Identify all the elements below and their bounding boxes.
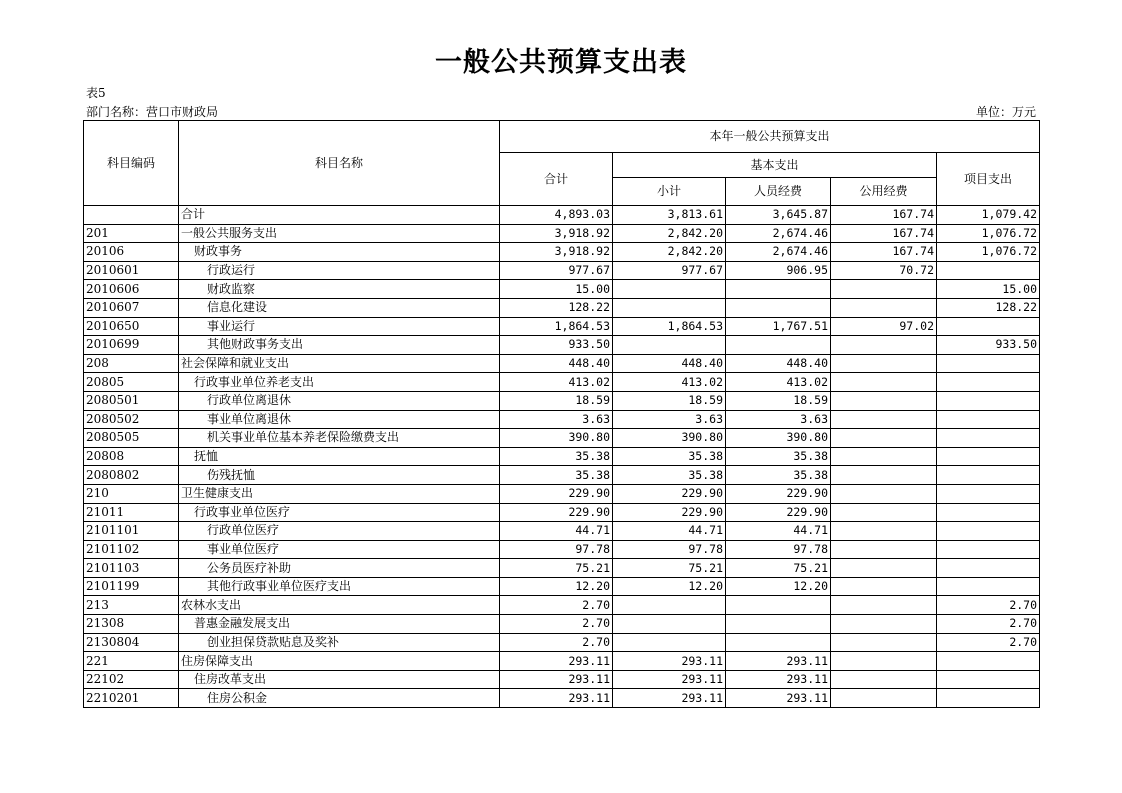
table-row [84,596,1040,615]
row-code: 2210201 [84,689,179,708]
row-personnel: 2,674.46 [726,243,831,262]
row-total: 2.70 [500,633,613,652]
row-total: 3,918.92 [500,224,613,243]
row-public [831,354,937,373]
table-row [84,652,1040,671]
row-total: 3.63 [500,410,613,429]
row-total: 35.38 [500,447,613,466]
table-row [84,466,1040,485]
row-total: 35.38 [500,466,613,485]
row-total: 128.22 [500,298,613,317]
row-code: 208 [84,354,179,373]
table-row [84,280,1040,299]
row-project: 15.00 [937,280,1040,299]
row-total: 75.21 [500,559,613,578]
row-public [831,336,937,355]
row-personnel: 229.90 [726,503,831,522]
table-row [84,243,1040,262]
row-name: 行政运行 [179,261,500,280]
row-name: 行政单位离退休 [179,391,500,410]
row-project: 1,079.42 [937,206,1040,225]
header-personnel: 人员经费 [726,178,831,206]
row-public [831,559,937,578]
department-name: 部门名称：营口市财政局 [86,105,219,119]
row-public [831,373,937,392]
header-name: 科目名称 [179,121,500,206]
row-subtotal: 293.11 [613,652,726,671]
row-name: 事业运行 [179,317,500,336]
row-personnel: 293.11 [726,689,831,708]
row-code: 221 [84,652,179,671]
row-total: 293.11 [500,689,613,708]
row-subtotal [613,298,726,317]
row-total: 97.78 [500,540,613,559]
row-personnel: 293.11 [726,652,831,671]
row-name: 社会保障和就业支出 [179,354,500,373]
table-number: 表5 [86,86,106,100]
row-personnel [726,336,831,355]
row-code: 21308 [84,615,179,634]
row-personnel: 413.02 [726,373,831,392]
header-code: 科目编码 [84,121,179,206]
row-code: 20805 [84,373,179,392]
header-basic: 基本支出 [613,153,937,178]
row-total: 390.80 [500,429,613,448]
table-row [84,503,1040,522]
row-personnel: 44.71 [726,522,831,541]
table-row [84,447,1040,466]
row-project: 128.22 [937,298,1040,317]
row-personnel: 97.78 [726,540,831,559]
row-code: 2010606 [84,280,179,299]
row-name: 事业单位医疗 [179,540,500,559]
row-subtotal: 293.11 [613,689,726,708]
table-row [84,615,1040,634]
row-personnel: 75.21 [726,559,831,578]
row-personnel: 2,674.46 [726,224,831,243]
row-project [937,466,1040,485]
row-public [831,540,937,559]
row-project [937,522,1040,541]
row-code: 20106 [84,243,179,262]
row-total: 4,893.03 [500,206,613,225]
row-name: 事业单位离退休 [179,410,500,429]
row-public [831,670,937,689]
row-personnel [726,633,831,652]
table-row [84,522,1040,541]
row-public [831,689,937,708]
row-project [937,689,1040,708]
row-subtotal [613,336,726,355]
row-code: 22102 [84,670,179,689]
row-subtotal: 390.80 [613,429,726,448]
row-personnel: 12.20 [726,577,831,596]
row-public [831,391,937,410]
row-code: 2101101 [84,522,179,541]
row-project [937,261,1040,280]
row-public [831,484,937,503]
row-code: 2101103 [84,559,179,578]
row-name: 伤残抚恤 [179,466,500,485]
row-subtotal: 293.11 [613,670,726,689]
row-public: 97.02 [831,317,937,336]
row-public: 70.72 [831,261,937,280]
header-public: 公用经费 [831,178,937,206]
table-row [84,559,1040,578]
row-subtotal: 413.02 [613,373,726,392]
row-name: 公务员医疗补助 [179,559,500,578]
row-code: 2130804 [84,633,179,652]
row-project [937,577,1040,596]
row-project [937,317,1040,336]
table-row [84,336,1040,355]
row-personnel: 35.38 [726,466,831,485]
row-personnel [726,615,831,634]
table-row [84,206,1040,225]
row-project [937,559,1040,578]
row-project [937,410,1040,429]
row-subtotal: 97.78 [613,540,726,559]
row-code: 2010607 [84,298,179,317]
row-project: 2.70 [937,596,1040,615]
header-project: 项目支出 [937,153,1040,206]
row-code [84,206,179,225]
unit-label: 单位：万元 [975,105,1036,119]
row-project [937,373,1040,392]
row-code: 2010650 [84,317,179,336]
table-row [84,391,1040,410]
row-public [831,577,937,596]
row-code: 213 [84,596,179,615]
row-total: 229.90 [500,484,613,503]
row-name: 财政监察 [179,280,500,299]
table-row [84,298,1040,317]
row-public [831,298,937,317]
row-code: 2080802 [84,466,179,485]
row-total: 2.70 [500,615,613,634]
row-project [937,429,1040,448]
row-code: 2080505 [84,429,179,448]
row-personnel: 293.11 [726,670,831,689]
table-row [84,261,1040,280]
row-subtotal: 3.63 [613,410,726,429]
row-project [937,670,1040,689]
row-name: 普惠金融发展支出 [179,615,500,634]
row-personnel: 1,767.51 [726,317,831,336]
row-total: 293.11 [500,652,613,671]
row-subtotal [613,596,726,615]
row-total: 12.20 [500,577,613,596]
row-public [831,596,937,615]
row-total: 933.50 [500,336,613,355]
row-total: 229.90 [500,503,613,522]
row-name: 一般公共服务支出 [179,224,500,243]
header-current-year: 本年一般公共预算支出 [500,121,1040,153]
row-code: 21011 [84,503,179,522]
table-row [84,317,1040,336]
row-subtotal [613,633,726,652]
row-total: 1,864.53 [500,317,613,336]
row-project: 1,076.72 [937,243,1040,262]
row-subtotal: 12.20 [613,577,726,596]
row-code: 2010601 [84,261,179,280]
row-code: 2010699 [84,336,179,355]
row-code: 2101199 [84,577,179,596]
row-name: 行政事业单位养老支出 [179,373,500,392]
row-personnel [726,280,831,299]
row-public [831,429,937,448]
row-subtotal: 1,864.53 [613,317,726,336]
row-code: 210 [84,484,179,503]
row-subtotal: 35.38 [613,466,726,485]
row-code: 201 [84,224,179,243]
row-project [937,652,1040,671]
table-row [84,373,1040,392]
row-personnel: 229.90 [726,484,831,503]
row-project: 2.70 [937,633,1040,652]
table-body [84,206,1040,708]
row-total: 448.40 [500,354,613,373]
row-project: 1,076.72 [937,224,1040,243]
row-personnel [726,298,831,317]
row-personnel: 3.63 [726,410,831,429]
row-public [831,280,937,299]
row-total: 413.02 [500,373,613,392]
row-name: 创业担保贷款贴息及奖补 [179,633,500,652]
row-project [937,447,1040,466]
row-subtotal: 448.40 [613,354,726,373]
row-name: 住房改革支出 [179,670,500,689]
table-row [84,484,1040,503]
row-subtotal: 977.67 [613,261,726,280]
row-public [831,615,937,634]
row-code: 2080501 [84,391,179,410]
row-name: 合计 [179,206,500,225]
row-name: 机关事业单位基本养老保险缴费支出 [179,429,500,448]
row-public: 167.74 [831,224,937,243]
row-personnel: 18.59 [726,391,831,410]
row-subtotal: 229.90 [613,484,726,503]
row-code: 2080502 [84,410,179,429]
row-project [937,503,1040,522]
row-project [937,354,1040,373]
row-code: 2101102 [84,540,179,559]
row-name: 行政事业单位医疗 [179,503,500,522]
table-row [84,354,1040,373]
row-subtotal: 229.90 [613,503,726,522]
row-name: 住房保障支出 [179,652,500,671]
row-name: 抚恤 [179,447,500,466]
row-personnel: 390.80 [726,429,831,448]
row-subtotal: 44.71 [613,522,726,541]
row-personnel: 448.40 [726,354,831,373]
row-code: 20808 [84,447,179,466]
header-subtotal: 小计 [613,178,726,206]
row-project [937,391,1040,410]
budget-table [83,120,1040,708]
row-project [937,484,1040,503]
row-public [831,503,937,522]
row-project [937,540,1040,559]
row-public: 167.74 [831,243,937,262]
row-name: 住房公积金 [179,689,500,708]
row-total: 2.70 [500,596,613,615]
table-row [84,670,1040,689]
row-subtotal: 3,813.61 [613,206,726,225]
row-total: 18.59 [500,391,613,410]
row-personnel: 35.38 [726,447,831,466]
row-subtotal [613,280,726,299]
row-total: 3,918.92 [500,243,613,262]
row-name: 卫生健康支出 [179,484,500,503]
table-row [84,224,1040,243]
row-name: 信息化建设 [179,298,500,317]
table-row [84,429,1040,448]
row-project: 2.70 [937,615,1040,634]
table-row [84,633,1040,652]
row-total: 15.00 [500,280,613,299]
row-public [831,633,937,652]
row-name: 其他财政事务支出 [179,336,500,355]
table-row [84,689,1040,708]
table-row [84,577,1040,596]
row-total: 293.11 [500,670,613,689]
row-public [831,466,937,485]
row-public [831,447,937,466]
row-name: 财政事务 [179,243,500,262]
row-name: 农林水支出 [179,596,500,615]
row-total: 977.67 [500,261,613,280]
row-subtotal: 35.38 [613,447,726,466]
document-title: 一般公共预算支出表 [435,47,687,78]
row-subtotal: 75.21 [613,559,726,578]
row-subtotal: 2,842.20 [613,243,726,262]
table-row [84,410,1040,429]
row-personnel: 906.95 [726,261,831,280]
row-public: 167.74 [831,206,937,225]
row-public [831,522,937,541]
row-total: 44.71 [500,522,613,541]
row-personnel: 3,645.87 [726,206,831,225]
row-personnel [726,596,831,615]
row-subtotal: 18.59 [613,391,726,410]
row-subtotal: 2,842.20 [613,224,726,243]
row-name: 其他行政事业单位医疗支出 [179,577,500,596]
row-public [831,410,937,429]
row-name: 行政单位医疗 [179,522,500,541]
row-public [831,652,937,671]
row-project: 933.50 [937,336,1040,355]
row-subtotal [613,615,726,634]
table-row [84,540,1040,559]
header-total: 合计 [500,153,613,206]
